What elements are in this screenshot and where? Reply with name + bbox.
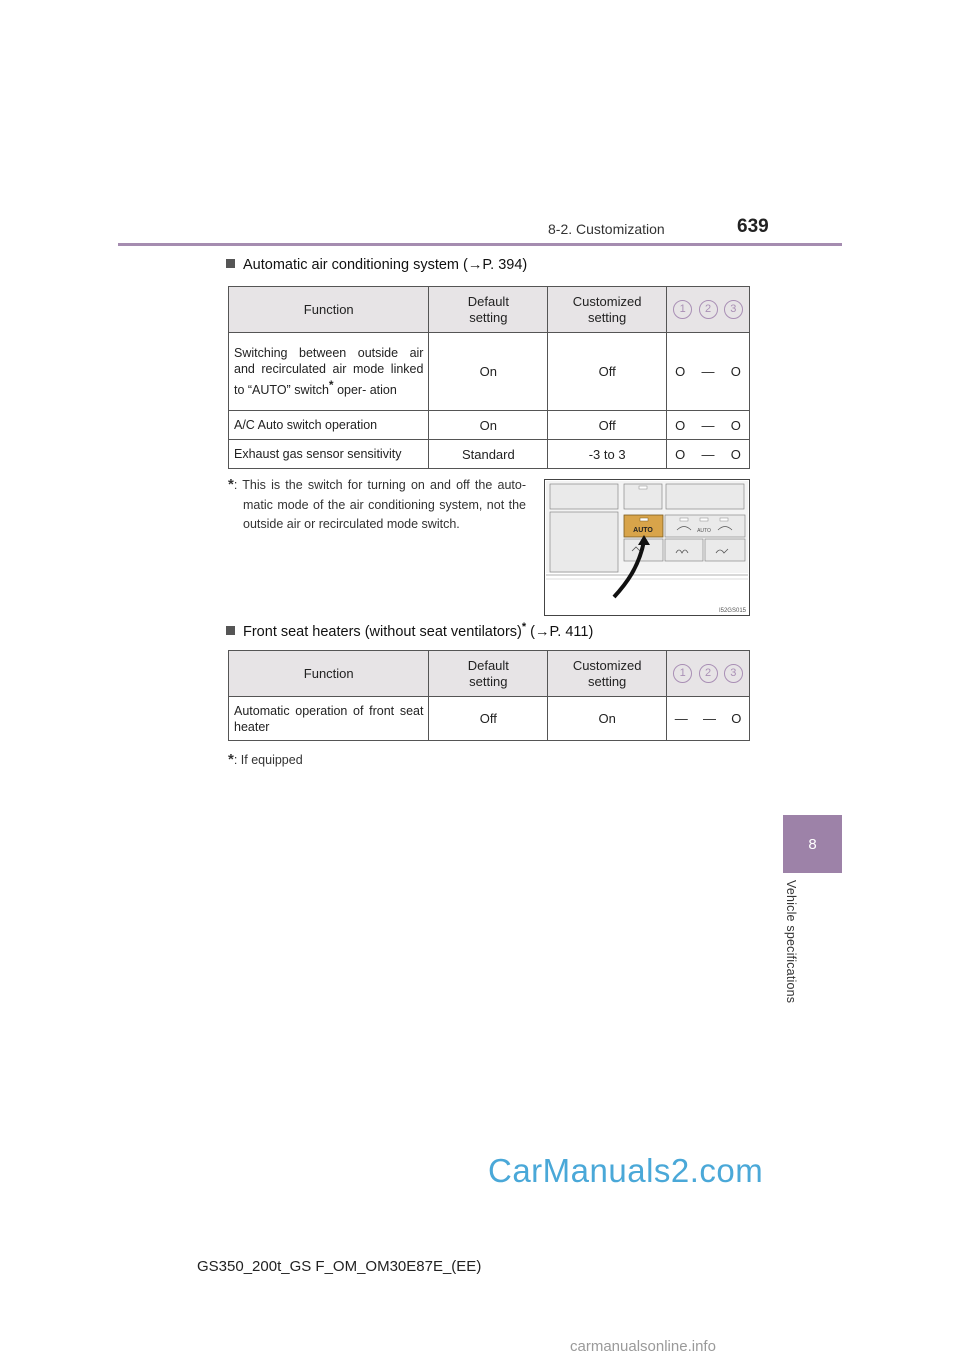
seat-heater-customization-table [228, 650, 750, 741]
illustration-code: I52GS015 [718, 608, 746, 614]
default-cell: On [429, 411, 548, 440]
ac-control-panel-illustration [544, 479, 750, 616]
column-header-function: Function [229, 651, 429, 697]
header-divider [118, 243, 842, 246]
small-auto-label: AUTO [697, 528, 711, 534]
chapter-label-text: Vehicle specifications [784, 880, 798, 1004]
document-id: GS350_200t_GS F_OM_OM30E87E_(EE) [197, 1258, 482, 1275]
section-heading-ac [226, 257, 527, 273]
mode-3-icon: 3 [724, 300, 743, 319]
table-row [229, 440, 750, 469]
custom-cell: Off [548, 333, 667, 411]
chapter-number: 8 [808, 835, 817, 853]
function-cell: Exhaust gas sensor sensitivity [229, 440, 429, 469]
auto-button-label: AUTO [633, 527, 653, 534]
column-header-default: Default setting [429, 287, 548, 333]
default-cell: On [429, 333, 548, 411]
table-row [229, 333, 750, 411]
mode-2-icon: 2 [699, 300, 718, 319]
page-reference: →P. 394) [467, 257, 528, 273]
default-cell: Off [429, 697, 548, 741]
function-cell: Automatic operation of front seat heater [229, 697, 429, 741]
page-reference: (→P. 411) [526, 623, 594, 640]
square-bullet-icon [226, 259, 235, 268]
function-cell: A/C Auto switch operation [229, 411, 429, 440]
mode-marks-cell: — — O [667, 697, 750, 741]
square-bullet-icon [226, 626, 235, 635]
mode-marks-cell: O — O [667, 440, 750, 469]
heading-text: Front seat heaters (without seat ventilators) [243, 623, 522, 640]
column-header-modes [667, 287, 750, 333]
chapter-label [762, 880, 822, 1020]
ac-customization-table [228, 286, 750, 469]
custom-cell: Off [548, 411, 667, 440]
column-header-custom: Customized setting [548, 651, 667, 697]
custom-cell: -3 to 3 [548, 440, 667, 469]
default-cell: Standard [429, 440, 548, 469]
mode-2-icon: 2 [699, 664, 718, 683]
section-heading-seat-heaters: Front seat heaters (without seat ventilators)* (→P. 411) [226, 621, 593, 640]
table-row [229, 697, 750, 741]
watermark-carmanualsonline: carmanualsonline.info [570, 1338, 716, 1355]
watermark-carmanuals2: CarManuals2.com [488, 1152, 764, 1189]
table-header-row [229, 651, 750, 697]
mode-marks-cell: O — O [667, 333, 750, 411]
column-header-function: Function [229, 287, 429, 333]
footnote-if-equipped: *: If equipped [228, 751, 303, 768]
heading-text: Automatic air conditioning system ( [243, 257, 468, 273]
footnote-auto-switch: *: This is the switch for turning on and off the auto- matic mode of the air conditioning system, not the outside air or recirculated mode switch. [228, 476, 526, 531]
page-number: 639 [737, 216, 769, 237]
column-header-default: Default setting [429, 651, 548, 697]
mode-1-icon: 1 [673, 300, 692, 319]
custom-cell: On [548, 697, 667, 741]
section-title: 8-2. Customization [548, 221, 665, 237]
chapter-tab [783, 815, 842, 873]
table-row [229, 411, 750, 440]
column-header-custom: Customized setting [548, 287, 667, 333]
mode-1-icon: 1 [673, 664, 692, 683]
function-cell: Switching between outside air and recirculated air mode linked to “AUTO” switch* oper- ation [229, 333, 429, 411]
table-header-row [229, 287, 750, 333]
mode-marks-cell: O — O [667, 411, 750, 440]
mode-3-icon: 3 [724, 664, 743, 683]
column-header-modes [667, 651, 750, 697]
